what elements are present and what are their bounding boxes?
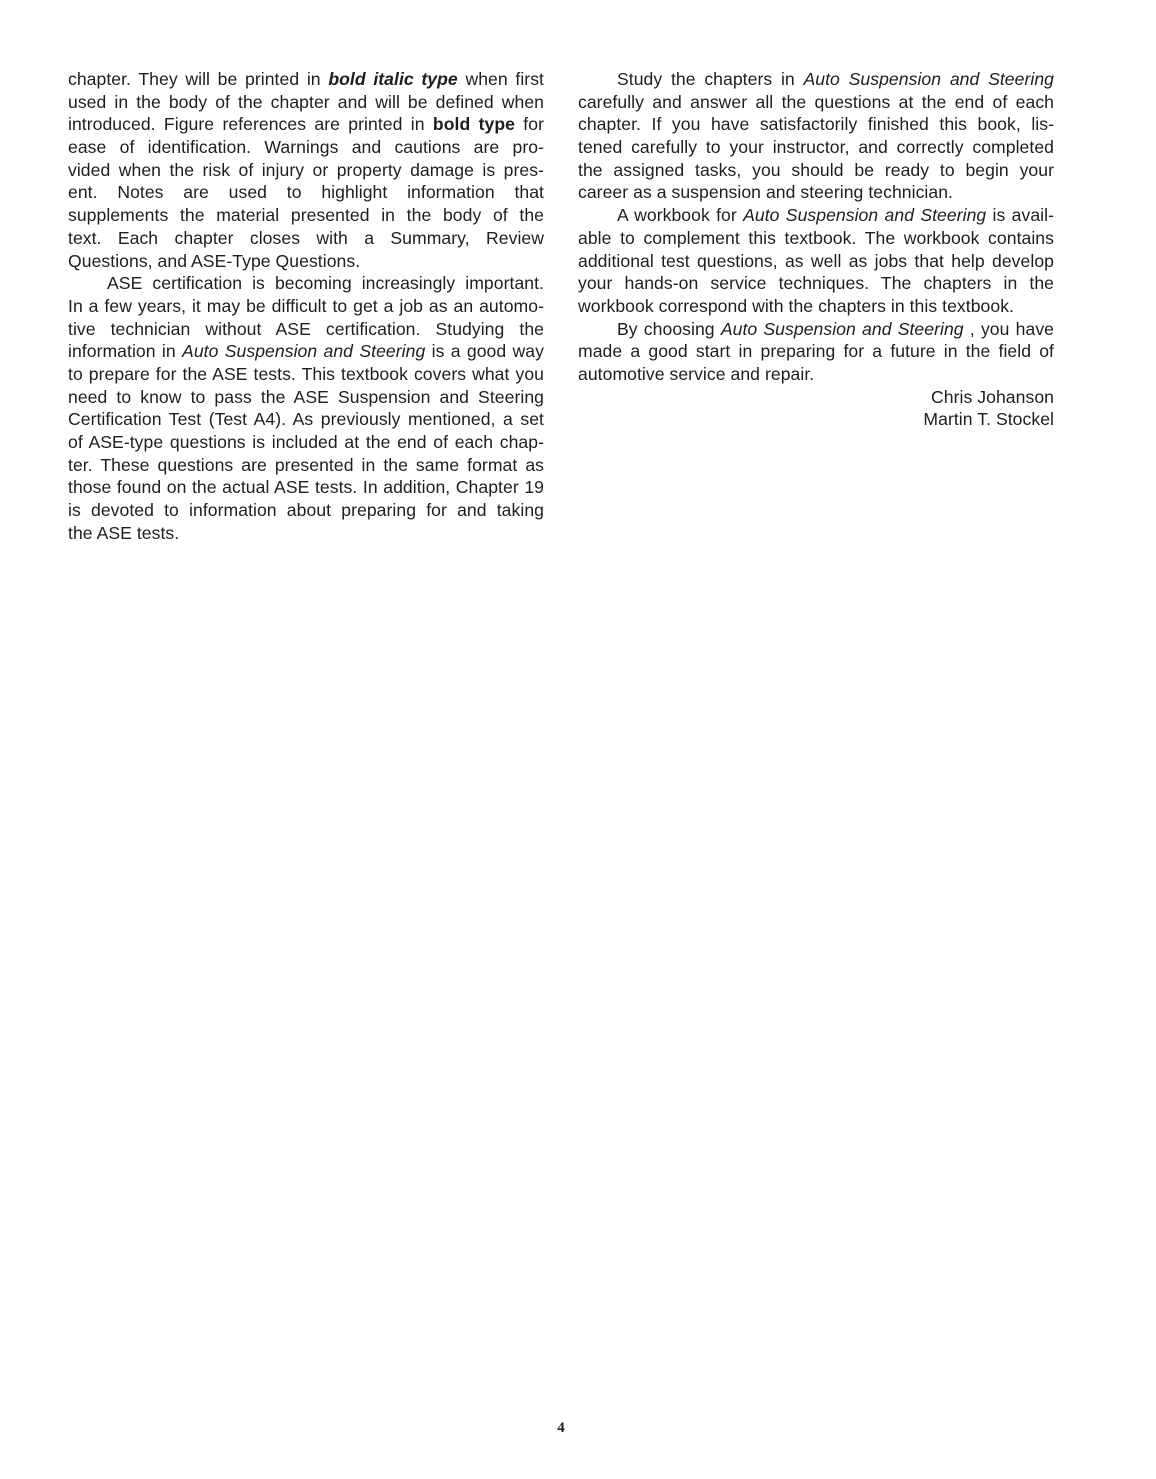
page-number: 4 bbox=[557, 1420, 565, 1436]
text-line bbox=[68, 454, 544, 477]
text-line bbox=[578, 68, 1054, 91]
book-title: Auto Suspension and Steering bbox=[182, 341, 426, 362]
text-segment: able to complement this textbook. The workbook contains bbox=[578, 227, 1054, 248]
text-segment: automotive service and repair. bbox=[578, 363, 815, 384]
text-line bbox=[578, 113, 1054, 136]
text-line bbox=[578, 340, 1054, 363]
book-title: Auto Suspension and Steering bbox=[803, 69, 1054, 89]
text-segment: A workbook for bbox=[617, 205, 744, 226]
text-line bbox=[68, 476, 544, 499]
text-segment: Questions, and ASE-Type Questions. bbox=[68, 250, 361, 271]
text-segment: when first bbox=[457, 69, 544, 89]
text-segment: , you have bbox=[963, 318, 1055, 339]
text-segment: tive technician without ASE certification. Studying the bbox=[68, 318, 544, 339]
text-line bbox=[68, 340, 544, 363]
paragraph-ase-certification bbox=[68, 272, 544, 544]
text-segment: your hands-on service techniques. The chapters in the bbox=[578, 273, 1054, 294]
text-segment: By choosing bbox=[617, 318, 721, 339]
text-line bbox=[68, 318, 544, 341]
text-line bbox=[68, 91, 544, 114]
text-segment: In a few years, it may be difficult to get a job as an automo- bbox=[68, 295, 544, 316]
text-line bbox=[578, 318, 1054, 341]
text-segment: chapter. If you have satisfactorily finished this book, lis- bbox=[578, 114, 1054, 135]
text-line bbox=[578, 181, 1054, 204]
text-segment: those found on the actual ASE tests. In addition, Chapter 19 bbox=[68, 477, 544, 498]
book-title: Auto Suspension and Steering bbox=[743, 205, 987, 226]
text-segment: for bbox=[514, 114, 544, 135]
left-column bbox=[68, 68, 544, 544]
text-line bbox=[68, 136, 544, 159]
text-segment: vided when the risk of injury or property damage is pres- bbox=[68, 159, 544, 180]
text-line bbox=[578, 136, 1054, 159]
text-line bbox=[68, 363, 544, 386]
right-column bbox=[578, 68, 1054, 431]
text-line bbox=[578, 204, 1054, 227]
text-segment: introduced. Figure references are printed in bbox=[68, 114, 433, 135]
text-line bbox=[68, 250, 544, 273]
text-line bbox=[68, 386, 544, 409]
text-segment: chapter. They will be printed in bbox=[68, 69, 329, 89]
text-segment: need to know to pass the ASE Suspension and Steering bbox=[68, 386, 544, 407]
text-line bbox=[68, 272, 544, 295]
text-line bbox=[578, 159, 1054, 182]
text-line bbox=[68, 295, 544, 318]
text-segment: used in the body of the chapter and will be defined when bbox=[68, 91, 544, 112]
text-segment: is avail- bbox=[986, 205, 1055, 226]
text-line bbox=[68, 204, 544, 227]
paragraph-closing bbox=[578, 318, 1054, 386]
text-segment: of ASE-type questions is included at the end of each chap- bbox=[68, 432, 544, 452]
emphasized-text: bold type bbox=[432, 114, 515, 135]
text-segment: workbook correspond with the chapters in this textbook. bbox=[578, 295, 1014, 316]
paragraph-workbook bbox=[578, 204, 1054, 317]
text-line bbox=[68, 181, 544, 204]
text-line bbox=[68, 408, 544, 431]
text-segment: information in bbox=[68, 341, 183, 362]
text-segment: ASE certification is becoming increasingly important. bbox=[107, 273, 544, 294]
text-segment: career as a suspension and steering technician. bbox=[578, 182, 953, 203]
text-segment: ent. Notes are used to highlight information that bbox=[68, 182, 544, 203]
text-segment: ease of identification. Warnings and cautions are pro- bbox=[68, 137, 544, 158]
text-line bbox=[68, 68, 544, 91]
text-line bbox=[578, 295, 1054, 318]
text-line bbox=[578, 272, 1054, 295]
text-segment: tened carefully to your instructor, and correctly completed bbox=[578, 137, 1054, 158]
text-line bbox=[578, 363, 1054, 386]
text-line bbox=[68, 522, 544, 545]
text-segment: is devoted to information about preparing for and taking bbox=[68, 500, 544, 521]
text-segment: is a good way bbox=[425, 341, 544, 362]
text-line bbox=[578, 250, 1054, 273]
text-segment: to prepare for the ASE tests. This textbook covers what you bbox=[68, 363, 544, 384]
text-segment: text. Each chapter closes with a Summary, Review bbox=[68, 227, 544, 248]
text-segment: supplements the material presented in the body of the bbox=[68, 205, 544, 226]
text-line bbox=[68, 113, 544, 136]
text-line bbox=[68, 227, 544, 250]
text-line bbox=[578, 91, 1054, 114]
text-segment: ter. These questions are presented in the same format as bbox=[68, 454, 544, 475]
author-name-2: Martin T. Stockel bbox=[923, 409, 1054, 430]
author-name-1: Chris Johanson bbox=[931, 386, 1054, 407]
paragraph-text-conventions bbox=[68, 68, 544, 272]
text-line bbox=[68, 499, 544, 522]
text-segment: additional test questions, as well as jobs that help develop bbox=[578, 250, 1054, 271]
signature-block bbox=[578, 386, 1054, 431]
paragraph-study-chapters bbox=[578, 68, 1054, 204]
text-segment: carefully and answer all the questions at the end of each bbox=[578, 91, 1054, 112]
text-segment: the assigned tasks, you should be ready to begin your bbox=[578, 159, 1054, 180]
text-segment: Study the chapters in bbox=[617, 69, 804, 89]
text-segment: Certification Test (Test A4). As previously mentioned, a set bbox=[68, 409, 544, 430]
text-line bbox=[68, 159, 544, 182]
text-segment: made a good start in preparing for a future in the field of bbox=[578, 341, 1054, 362]
text-line bbox=[68, 431, 544, 454]
text-line bbox=[578, 227, 1054, 250]
text-segment: the ASE tests. bbox=[68, 522, 180, 543]
emphasized-text: bold italic type bbox=[328, 69, 458, 89]
book-title: Auto Suspension and Steering bbox=[720, 318, 964, 339]
